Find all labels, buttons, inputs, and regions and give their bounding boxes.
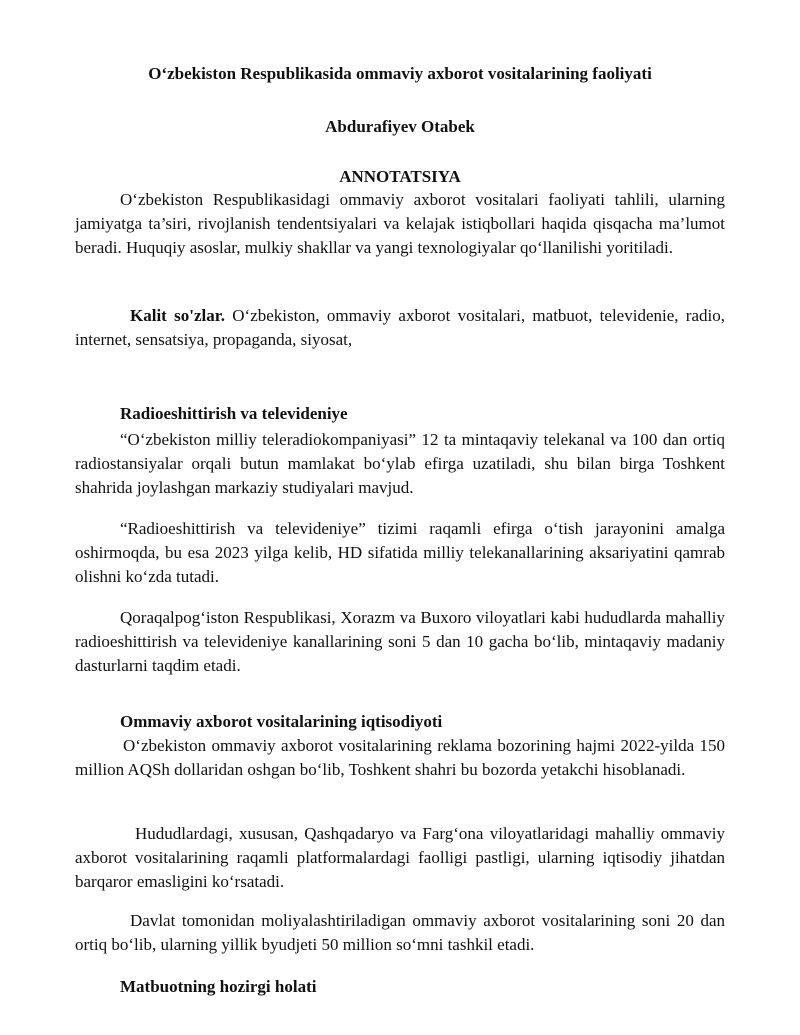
section-paragraph: Qoraqalpog‘iston Respublikasi, Xorazm va Buxoro viloyatlari kabi hududlarda mahalliy radioeshittirish va televideniye kanallarining soni 5 dan 10 gacha bo‘lib, mintaqaviy madaniy dasturlarni taqdim etadi. xyxy=(75,608,725,675)
keywords-label: Kalit so'zlar. xyxy=(130,306,225,325)
section-heading-economy: Ommaviy axborot vositalarining iqtisodiyoti xyxy=(120,712,443,731)
author-name: Abdurafiyev Otabek xyxy=(325,117,475,136)
section-paragraph: O‘zbekiston ommaviy axborot vositalarining reklama bozorining hajmi 2022-yilda 150 million AQSh dollaridan oshgan bo‘lib, Toshkent shahri bu bozorda yetakchi hisoblanadi. xyxy=(75,736,725,779)
annotation-text: O‘zbekiston Respublikasidagi ommaviy axborot vositalari faoliyati tahlili, ularning jamiyatga ta’siri, rivojlanish tendentsiyalari va kelajak istiqbollari haqida qisqacha ma’lumot beradi. Huquqiy asoslar, mulkiy shakllar va yangi texnologiyalar qo‘llanilishi yoritiladi. xyxy=(75,190,725,257)
section-paragraph: “O‘zbekiston milliy teleradiokompaniyasi” 12 ta mintaqaviy telekanal va 100 dan ortiq radiostansiyalar orqali butun mamlakat bo‘ylab efirga uzatiladi, shu bilan birga Toshkent shahrida joylashgan markaziy studiyalari mavjud. xyxy=(75,430,725,497)
document-title: O‘zbekiston Respublikasida ommaviy axborot vositalarining faoliyati xyxy=(148,64,652,83)
section-paragraph: Hududlardagi, xususan, Qashqadaryo va Farg‘ona viloyatlaridagi mahalliy ommaviy axborot vositalarining raqamli platformalardagi faolligi pastligi, ularning iqtisodiy jihatdan barqaror emasligini ko‘rsatadi. xyxy=(75,824,725,891)
keywords-text: O‘zbekiston, ommaviy axborot vositalari, matbuot, televidenie, radio, internet, sensatsiya, propaganda, siyosat, xyxy=(75,306,725,349)
section-paragraph: “Radioeshittirish va televideniye” tizimi raqamli efirga o‘tish jarayonini amalga oshirmoqda, bu esa 2023 yilga kelib, HD sifatida milliy telekanallarining aksariyatini qamrab olishni ko‘zda tutadi. xyxy=(75,519,725,586)
annotation-heading: ANNOTATSIYA xyxy=(339,167,461,186)
section-heading-press: Matbuotning hozirgi holati xyxy=(120,977,317,996)
section-paragraph: Davlat tomonidan moliyalashtiriladigan ommaviy axborot vositalarining soni 20 dan ortiq bo‘lib, ularning yillik byudjeti 50 million so‘mni tashkil etadi. xyxy=(75,911,725,954)
section-heading-radio-tv: Radioeshittirish va televideniye xyxy=(120,404,348,423)
keywords-paragraph xyxy=(75,304,725,352)
